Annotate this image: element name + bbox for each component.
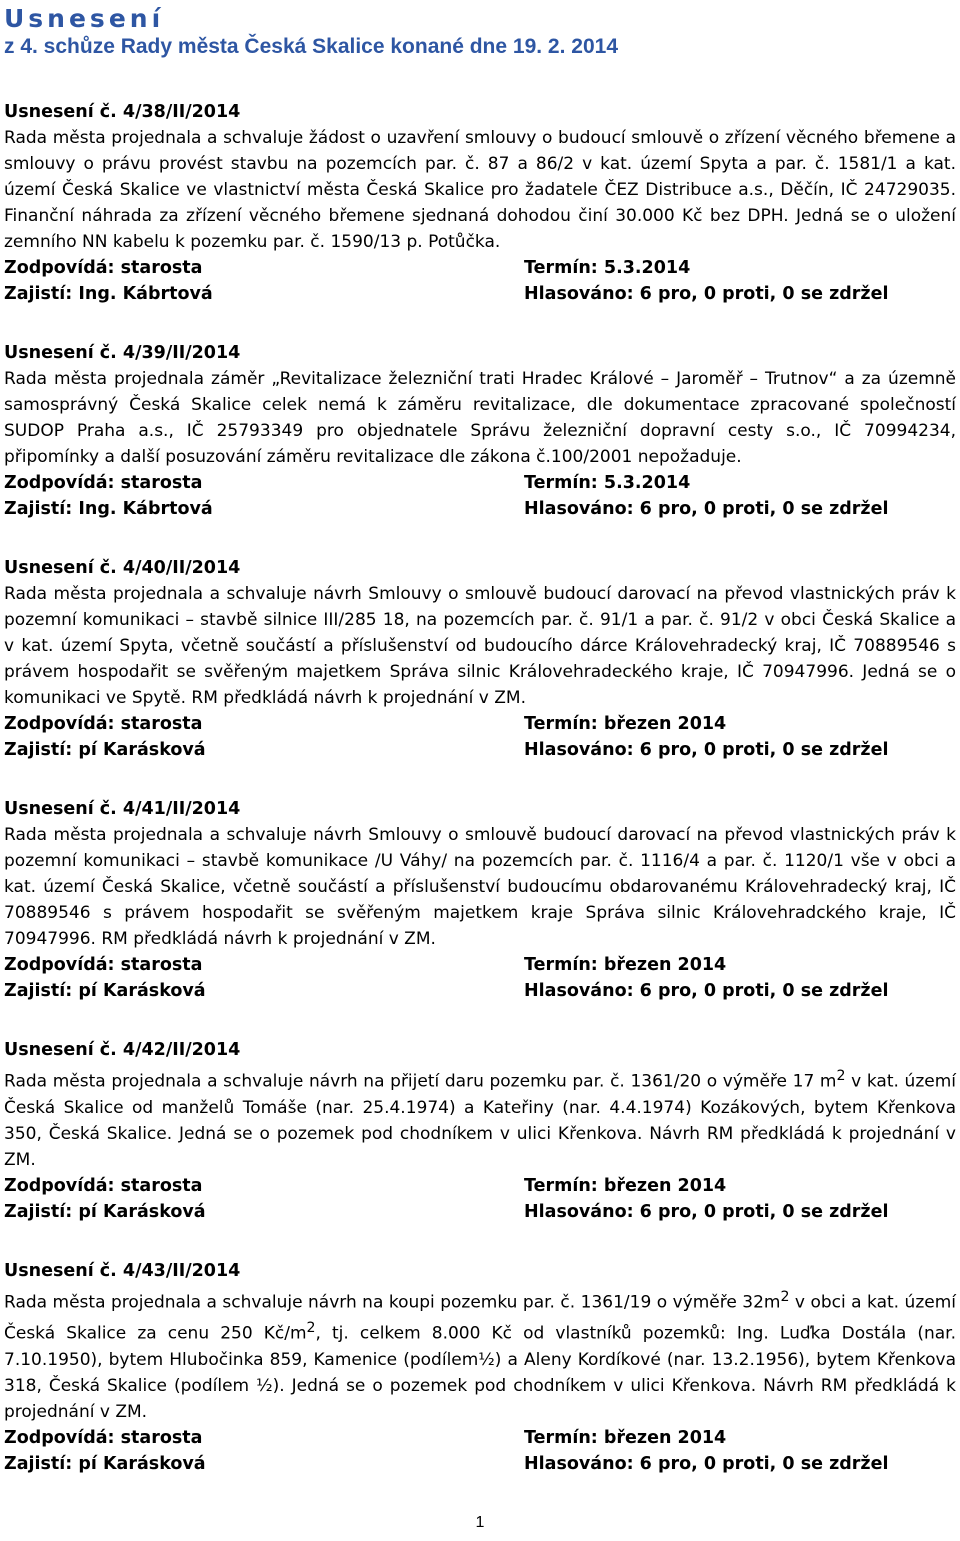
meta-row bbox=[4, 496, 956, 522]
responsible: Zodpovídá: starosta bbox=[4, 955, 203, 975]
resolution-text-part: Rada města projednala a schvaluje návrh na koupi pozemku par. č. 1361/19 o výměře 32m bbox=[4, 1292, 781, 1313]
spacer bbox=[4, 1004, 956, 1037]
deadline: Termín: 5.3.2014 bbox=[524, 258, 691, 278]
meta-row bbox=[4, 255, 956, 281]
resolution-heading: Usnesení č. 4/41/II/2014 bbox=[4, 799, 241, 819]
resolution-heading: Usnesení č. 4/43/II/2014 bbox=[4, 1260, 241, 1281]
meta-row bbox=[4, 470, 956, 496]
resolution-heading: Usnesení č. 4/38/II/2014 bbox=[4, 102, 241, 122]
vote-result: Hlasováno: 6 pro, 0 proti, 0 se zdržel bbox=[524, 981, 889, 1001]
resolution-4-40 bbox=[4, 555, 956, 763]
spacer bbox=[4, 763, 956, 796]
resolution-text-part: Rada města projednala a schvaluje návrh na přijetí daru pozemku par. č. 1361/20 o výměře 17 m bbox=[4, 1071, 837, 1092]
responsible: Zodpovídá: starosta bbox=[4, 1175, 203, 1196]
deadline: Termín: březen 2014 bbox=[524, 714, 727, 734]
resolution-text bbox=[4, 1284, 956, 1425]
document-subtitle: z 4. schůze Rady města Česká Skalice konané dne 19. 2. 2014 bbox=[4, 35, 618, 58]
spacer bbox=[4, 307, 956, 340]
meta-row bbox=[4, 281, 956, 307]
resolution-text-part: , tj. celkem 8.000 Kč od vlastníků pozemků: Ing. Luďka Dostála (nar. 7.10.1950), bytem Hlubočinka 859, Kamenice (podílem½) a Aleny Kordíkové (nar. 13.2.1956), bytem Křenkova 318, Česká Skalice (podílem ½). Jedná se o pozemek pod chodníkem v ulici Křenkova. Návrh RM předkládá k projednání v ZM. bbox=[4, 1323, 956, 1422]
superscript: 2 bbox=[306, 1320, 316, 1337]
vote-result: Hlasováno: 6 pro, 0 proti, 0 se zdržel bbox=[524, 284, 889, 304]
resolution-text: Rada města projednala a schvaluje návrh Smlouvy o smlouvě budoucí darovací na převod vlastnických práv k pozemní komunikaci – stavbě komunikace /U Váhy/ na pozemcích par. č. 1116/4 a par. č. 1120/1 vše v obci a kat. území Česká Skalice, včetně součástí a příslušenství budoucímu obdarovanému Královehradecký kraj, IČ 70889546 s právem hospodařit se svěřeným majetkem kraje Správa silnic Královehradckého kraje, IČ 70947996. RM předkládá návrh k projednání v ZM. bbox=[4, 825, 956, 949]
meta-row bbox=[4, 952, 956, 978]
resolution-text-part: v kat. území Česká Skalice od manželů Tomáše (nar. 25.4.1974) a Kateřiny (nar. 4.4.1974) Kozákových, bytem Křenkova 350, Česká Skalice. Jedná se o pozemek pod chodníkem v ulici Křenkova. Návrh RM předkládá k projednání v ZM. bbox=[4, 1071, 956, 1170]
vote-result: Hlasováno: 6 pro, 0 proti, 0 se zdržel bbox=[524, 1201, 889, 1222]
meta-row bbox=[4, 1173, 956, 1199]
meta-row bbox=[4, 1451, 956, 1477]
deadline: Termín: březen 2014 bbox=[524, 1427, 727, 1448]
document-page bbox=[4, 0, 956, 1477]
vote-result: Hlasováno: 6 pro, 0 proti, 0 se zdržel bbox=[524, 1453, 889, 1474]
deadline: Termín: 5.3.2014 bbox=[524, 473, 691, 493]
deadline: Termín: březen 2014 bbox=[524, 955, 727, 975]
ensures: Zajistí: Ing. Kábrtová bbox=[4, 499, 213, 519]
responsible: Zodpovídá: starosta bbox=[4, 258, 203, 278]
resolution-heading: Usnesení č. 4/39/II/2014 bbox=[4, 343, 241, 363]
resolution-text: Rada města projednala záměr „Revitalizace železniční trati Hradec Králové – Jaroměř – Trutnov“ a za územně samosprávný Česká Skalice celek nemá k záměru revitalizace, dle dokumentace zpracované společností SUDOP Praha a.s., IČ 25793349 pro objednatele Správu železniční dopravní cesty s.o., IČ 70994234, připomínky a další posuzování záměru revitalizace dle zákona č.100/2001 nepožaduje. bbox=[4, 369, 956, 467]
resolution-text-part: v obci a kat. území Česká Skalice za cenu 250 Kč/m bbox=[4, 1292, 956, 1344]
resolution-heading: Usnesení č. 4/40/II/2014 bbox=[4, 558, 241, 578]
meta-row bbox=[4, 711, 956, 737]
meta-row bbox=[4, 1425, 956, 1451]
ensures: Zajistí: pí Karásková bbox=[4, 740, 206, 760]
resolution-4-39 bbox=[4, 340, 956, 522]
resolution-text: Rada města projednala a schvaluje žádost o uzavření smlouvy o budoucí smlouvě o zřízení věcného břemene a smlouvy o právu provést stavbu na pozemcích par. č. 87 a 86/2 v kat. území Spyta a par. č. 1581/1 a kat. území Česká Skalice ve vlastnictví města Česká Skalice pro žadatele ČEZ Distribuce a.s., Děčín, IČ 24729035. Finanční náhrada za zřízení věcného břemene sjednaná dohodou činí 30.000 Kč bez DPH. Jedná se o uložení zemního NN kabelu k pozemku par. č. 1590/13 p. Potůčka. bbox=[4, 128, 956, 252]
resolution-text bbox=[4, 1063, 956, 1173]
vote-result: Hlasováno: 6 pro, 0 proti, 0 se zdržel bbox=[524, 499, 889, 519]
ensures: Zajistí: Ing. Kábrtová bbox=[4, 284, 213, 304]
resolution-4-43 bbox=[4, 1258, 956, 1477]
vote-result: Hlasováno: 6 pro, 0 proti, 0 se zdržel bbox=[524, 740, 889, 760]
deadline: Termín: březen 2014 bbox=[524, 1175, 727, 1196]
resolution-heading: Usnesení č. 4/42/II/2014 bbox=[4, 1040, 241, 1060]
meta-row bbox=[4, 1199, 956, 1225]
resolution-4-41 bbox=[4, 796, 956, 1004]
superscript: 2 bbox=[836, 1068, 846, 1084]
superscript: 2 bbox=[780, 1288, 790, 1305]
meta-row bbox=[4, 737, 956, 763]
spacer bbox=[4, 1225, 956, 1258]
ensures: Zajistí: pí Karásková bbox=[4, 1453, 206, 1474]
responsible: Zodpovídá: starosta bbox=[4, 714, 203, 734]
resolution-text: Rada města projednala a schvaluje návrh Smlouvy o smlouvě budoucí darovací na převod vlastnických práv k pozemní komunikaci – stavbě silnice III/285 18, na pozemcích par. č. 91/1 a par. č. 91/2 v obci Česká Skalice a v kat. území Spyta, včetně součástí a příslušenství od budoucího dárce Královehradecký kraj, IČ 70889546 s právem hospodařit se svěřeným majetkem Správa silnic Královehradeckého kraje, IČ 70947996. Jedná se o komunikaci ve Spytě. RM předkládá návrh k projednání v ZM. bbox=[4, 584, 956, 708]
meta-row bbox=[4, 978, 956, 1004]
ensures: Zajistí: pí Karásková bbox=[4, 1201, 206, 1222]
spacer bbox=[4, 522, 956, 555]
spacer bbox=[4, 60, 956, 99]
responsible: Zodpovídá: starosta bbox=[4, 1427, 203, 1448]
resolution-4-42 bbox=[4, 1037, 956, 1225]
page-number: 1 bbox=[475, 1514, 485, 1531]
document-title: Usnesení bbox=[4, 4, 165, 33]
resolution-4-38 bbox=[4, 99, 956, 307]
ensures: Zajistí: pí Karásková bbox=[4, 981, 206, 1001]
responsible: Zodpovídá: starosta bbox=[4, 473, 203, 493]
